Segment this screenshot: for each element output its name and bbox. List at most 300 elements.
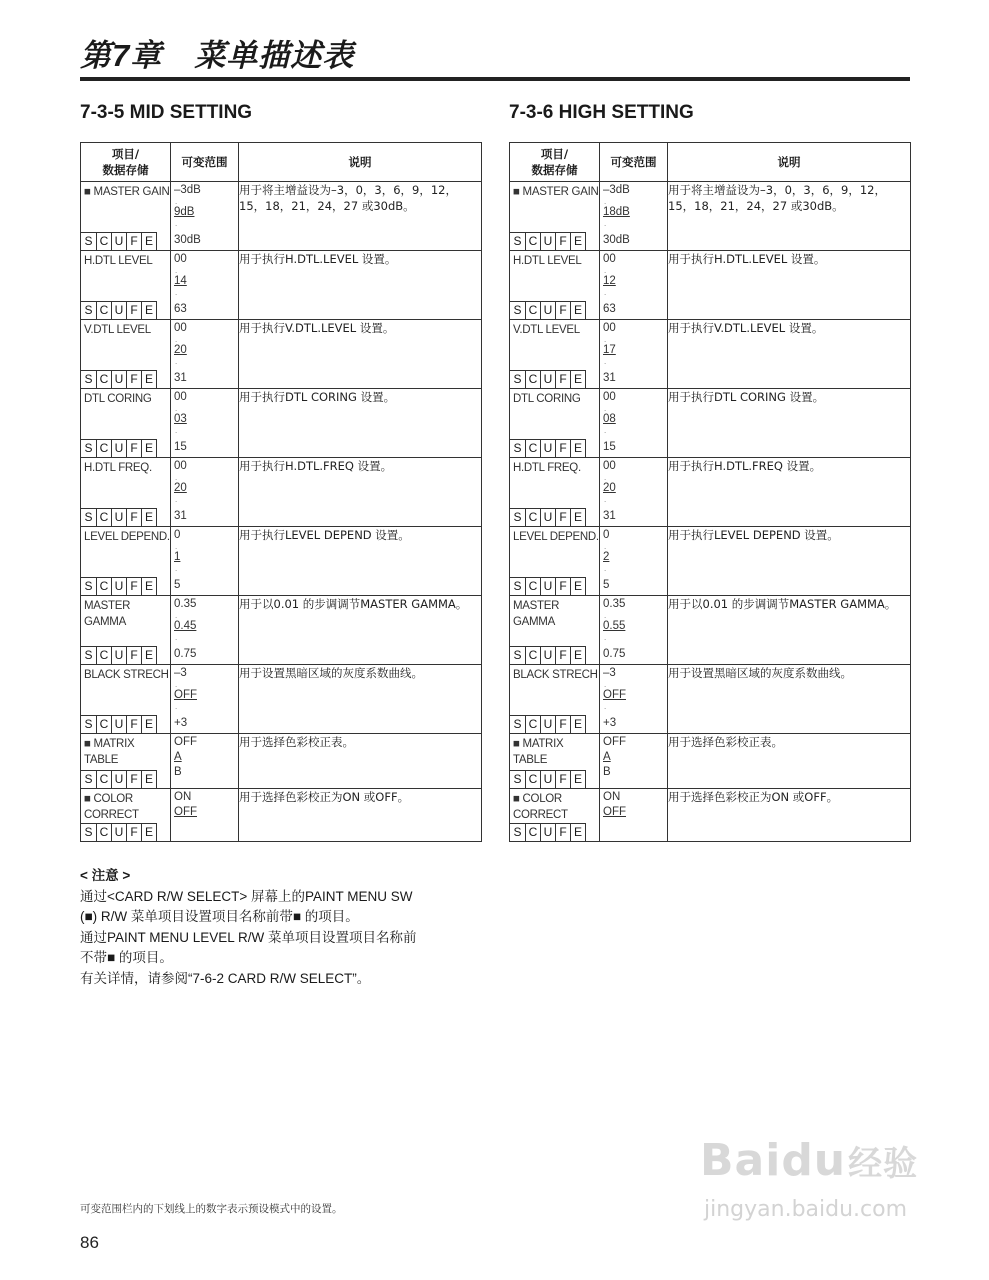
scufe-flags xyxy=(81,770,157,788)
scufe-flag: E xyxy=(571,232,586,250)
table-row xyxy=(81,596,482,665)
item-name: H.DTL FREQ. xyxy=(84,462,152,474)
range-min: 00 xyxy=(174,391,187,403)
range-max: 15 xyxy=(174,441,187,453)
scufe-flag: C xyxy=(97,301,112,319)
range-default: 0.45 xyxy=(174,620,197,632)
range-max: 30dB xyxy=(174,234,201,246)
scufe-flag: C xyxy=(526,439,541,457)
scufe-flag: U xyxy=(541,370,556,388)
scufe-flag: U xyxy=(541,715,556,733)
item-name: DTL CORING xyxy=(513,393,581,405)
range-max: 63 xyxy=(174,303,187,315)
range-default: OFF xyxy=(603,806,626,818)
scufe-flag: U xyxy=(541,232,556,250)
range-dots: · xyxy=(604,429,607,437)
description: 用于选择色彩校正为ON 或OFF。 xyxy=(239,789,482,842)
range-min: 0.35 xyxy=(603,598,626,610)
range-min: 00 xyxy=(174,253,187,265)
table-row xyxy=(510,182,911,251)
range-max: 31 xyxy=(603,510,616,522)
item-cell xyxy=(510,596,600,665)
scufe-flag: F xyxy=(127,770,142,788)
scufe-flag: C xyxy=(97,508,112,526)
table-row xyxy=(81,320,482,389)
range-max: 5 xyxy=(174,579,181,591)
description: 用于执行H.DTL.FREQ 设置。 xyxy=(668,458,911,527)
scufe-flag: U xyxy=(541,439,556,457)
scufe-flags xyxy=(510,823,586,841)
range-cell xyxy=(600,665,668,734)
range-cell xyxy=(600,389,668,458)
description: 用于执行V.DTL.LEVEL 设置。 xyxy=(668,320,911,389)
table-row xyxy=(81,734,482,789)
notes-line: 通过PAINT MENU LEVEL R/W 菜单项目设置项目名称前 xyxy=(80,929,417,945)
scufe-flag: C xyxy=(97,232,112,250)
header-description: 说明 xyxy=(668,143,911,182)
range-dots: · xyxy=(604,636,607,644)
description: 用于选择色彩校正表。 xyxy=(239,734,482,789)
range-dots: · xyxy=(604,269,607,277)
scufe-flag: F xyxy=(556,770,571,788)
scufe-flag: F xyxy=(556,370,571,388)
scufe-flag: S xyxy=(510,370,526,388)
scufe-flag: S xyxy=(510,301,526,319)
item-name: LEVEL DEPEND. xyxy=(513,531,599,543)
menu-table xyxy=(80,142,482,842)
description: 用于以0.01 的步调调节MASTER GAMMA。 xyxy=(668,596,911,665)
scufe-flag: F xyxy=(556,508,571,526)
scufe-flags xyxy=(81,232,157,250)
description: 用于以0.01 的步调调节MASTER GAMMA。 xyxy=(239,596,482,665)
scufe-flag: F xyxy=(556,577,571,595)
scufe-flag: U xyxy=(541,823,556,841)
scufe-flag: F xyxy=(127,370,142,388)
scufe-flag: C xyxy=(526,823,541,841)
range-cell xyxy=(171,596,239,665)
item-name: ■ MATRIX TABLE xyxy=(84,738,135,766)
header-description: 说明 xyxy=(239,143,482,182)
scufe-flag: E xyxy=(142,646,157,664)
scufe-flag: E xyxy=(571,715,586,733)
item-cell xyxy=(81,182,171,251)
watermark-logo: Baidu经验 xyxy=(700,1135,919,1186)
scufe-flag: S xyxy=(81,370,97,388)
scufe-flag: C xyxy=(97,770,112,788)
header-item xyxy=(510,143,600,182)
scufe-flag: E xyxy=(571,646,586,664)
table-row xyxy=(81,458,482,527)
description: 用于执行DTL CORING 设置。 xyxy=(239,389,482,458)
range-min: –3dB xyxy=(174,184,201,196)
scufe-flag: F xyxy=(556,301,571,319)
scufe-flag: S xyxy=(510,439,526,457)
scufe-flag: S xyxy=(510,232,526,250)
scufe-flag: E xyxy=(571,370,586,388)
scufe-flag: C xyxy=(526,646,541,664)
range-min: 00 xyxy=(603,391,616,403)
scufe-flags xyxy=(81,646,157,664)
scufe-flag: E xyxy=(142,439,157,457)
description: 用于执行H.DTL.LEVEL 设置。 xyxy=(239,251,482,320)
scufe-flag: F xyxy=(127,508,142,526)
range-max: 31 xyxy=(174,372,187,384)
chapter-divider xyxy=(80,77,910,81)
item-cell xyxy=(81,389,171,458)
range-min: –3 xyxy=(603,667,616,679)
scufe-flag: E xyxy=(571,577,586,595)
scufe-flag: E xyxy=(142,577,157,595)
scufe-flag: F xyxy=(556,715,571,733)
range-dots: · xyxy=(175,360,178,368)
scufe-flag: U xyxy=(112,577,127,595)
range-default: 20 xyxy=(174,344,187,356)
notes-line: 有关详情，请参阅“7-6-2 CARD R/W SELECT”。 xyxy=(80,970,371,986)
description: 用于设置黑暗区域的灰度系数曲线。 xyxy=(668,665,911,734)
scufe-flag: S xyxy=(81,301,97,319)
scufe-flag: S xyxy=(81,439,97,457)
range-cell xyxy=(171,182,239,251)
range-dots: · xyxy=(604,683,607,691)
range-cell xyxy=(171,458,239,527)
range-dots: · xyxy=(604,498,607,506)
range-dots: · xyxy=(175,498,178,506)
range-dots: · xyxy=(604,407,607,415)
range-min: –3 xyxy=(174,667,187,679)
scufe-flag: C xyxy=(526,770,541,788)
scufe-flag: E xyxy=(571,770,586,788)
table-row xyxy=(510,665,911,734)
range-cell xyxy=(171,389,239,458)
range-dots: · xyxy=(175,269,178,277)
section-title: 7-3-6 HIGH SETTING xyxy=(509,102,694,123)
range-cell xyxy=(600,596,668,665)
item-name: ■ MASTER GAIN xyxy=(513,186,599,198)
scufe-flag: C xyxy=(97,646,112,664)
scufe-flag: U xyxy=(112,301,127,319)
scufe-flag: U xyxy=(112,715,127,733)
scufe-flag: S xyxy=(510,823,526,841)
scufe-flag: U xyxy=(112,439,127,457)
range-max: 31 xyxy=(174,510,187,522)
item-name: BLACK STRECH xyxy=(513,669,598,681)
item-cell xyxy=(81,320,171,389)
scufe-flag: S xyxy=(510,508,526,526)
range-cell xyxy=(600,458,668,527)
item-name: V.DTL LEVEL xyxy=(513,324,580,336)
description: 用于执行LEVEL DEPEND 设置。 xyxy=(668,527,911,596)
scufe-flag: S xyxy=(510,770,526,788)
footnote: 可变范围栏内的下划线上的数字表示预设模式中的设置。 xyxy=(80,1203,343,1215)
table-row xyxy=(510,789,911,842)
range-max: 30dB xyxy=(603,234,630,246)
range-dots: · xyxy=(604,360,607,368)
notes-heading: < 注意 > xyxy=(80,868,131,883)
baidu-jingyan-watermark xyxy=(700,1135,930,1245)
item-cell xyxy=(81,458,171,527)
range-min: 00 xyxy=(174,322,187,334)
range-dots: · xyxy=(175,476,178,484)
range-default: OFF xyxy=(174,806,197,818)
item-cell xyxy=(81,527,171,596)
scufe-flags xyxy=(81,439,157,457)
range-cell xyxy=(171,734,239,789)
scufe-flags xyxy=(510,577,586,595)
scufe-flag: U xyxy=(112,508,127,526)
range-min: 00 xyxy=(174,460,187,472)
item-cell xyxy=(510,251,600,320)
description: 用于执行H.DTL.FREQ 设置。 xyxy=(239,458,482,527)
scufe-flags xyxy=(81,715,157,733)
item-cell xyxy=(510,527,600,596)
range-default: OFF xyxy=(174,689,197,701)
scufe-flag: F xyxy=(556,439,571,457)
range-default: OFF xyxy=(603,689,626,701)
scufe-flags xyxy=(81,370,157,388)
range-dots: · xyxy=(604,567,607,575)
range-cell xyxy=(171,665,239,734)
scufe-flag: C xyxy=(97,577,112,595)
scufe-flag: F xyxy=(127,439,142,457)
scufe-flag: S xyxy=(81,646,97,664)
description: 用于选择色彩校正为ON 或OFF。 xyxy=(668,789,911,842)
item-cell xyxy=(81,789,171,842)
scufe-flag: U xyxy=(541,770,556,788)
header-item-label: 项目/ 数据存储 xyxy=(102,147,149,177)
scufe-flag: E xyxy=(142,508,157,526)
scufe-flags xyxy=(510,715,586,733)
description: 用于执行LEVEL DEPEND 设置。 xyxy=(239,527,482,596)
item-name: H.DTL LEVEL xyxy=(513,255,582,267)
range-dots: · xyxy=(175,567,178,575)
range-cell xyxy=(171,320,239,389)
table-row xyxy=(81,665,482,734)
range-default: 03 xyxy=(174,413,187,425)
range-min: 00 xyxy=(603,460,616,472)
scufe-flag: S xyxy=(81,770,97,788)
range-max: 31 xyxy=(603,372,616,384)
item-cell xyxy=(81,734,171,789)
scufe-flag: F xyxy=(556,646,571,664)
scufe-flag: S xyxy=(81,715,97,733)
scufe-flags xyxy=(510,508,586,526)
header-range: 可变范围 xyxy=(171,143,239,182)
range-dots: · xyxy=(175,545,178,553)
scufe-flag: E xyxy=(571,508,586,526)
item-cell xyxy=(510,182,600,251)
item-cell xyxy=(81,665,171,734)
range-dots: · xyxy=(175,338,178,346)
range-min: OFF xyxy=(603,736,626,748)
item-name: MASTER GAMMA xyxy=(513,600,560,628)
scufe-flag: S xyxy=(81,577,97,595)
range-max: B xyxy=(603,766,611,778)
scufe-flag: C xyxy=(97,370,112,388)
table-row xyxy=(510,596,911,665)
table-row xyxy=(81,182,482,251)
item-name: BLACK STRECH xyxy=(84,669,169,681)
scufe-flag: F xyxy=(127,646,142,664)
scufe-flag: F xyxy=(556,232,571,250)
scufe-flag: S xyxy=(81,508,97,526)
page-number: 86 xyxy=(80,1233,99,1252)
scufe-flag: E xyxy=(142,770,157,788)
item-name: V.DTL LEVEL xyxy=(84,324,151,336)
description: 用于选择色彩校正表。 xyxy=(668,734,911,789)
item-name: ■ MASTER GAIN xyxy=(84,186,170,198)
scufe-flag: S xyxy=(510,715,526,733)
item-name: H.DTL FREQ. xyxy=(513,462,581,474)
range-dots: · xyxy=(604,338,607,346)
scufe-flag: C xyxy=(97,439,112,457)
range-cell xyxy=(171,527,239,596)
range-default: 14 xyxy=(174,275,187,287)
header-item-label: 项目/ 数据存储 xyxy=(531,147,578,177)
header-range: 可变范围 xyxy=(600,143,668,182)
scufe-flag: E xyxy=(142,715,157,733)
scufe-flags xyxy=(81,577,157,595)
scufe-flag: C xyxy=(97,715,112,733)
range-dots: · xyxy=(604,705,607,713)
range-min: 0 xyxy=(603,529,610,541)
description: 用于将主增益设为–3，0，3，6，9，12，15，18，21，24，27 或30dB。 xyxy=(668,182,911,251)
menu-table xyxy=(509,142,911,842)
scufe-flag: C xyxy=(526,370,541,388)
scufe-flags xyxy=(510,646,586,664)
range-default: A xyxy=(174,751,182,763)
range-default: 20 xyxy=(603,482,616,494)
scufe-flag: C xyxy=(526,715,541,733)
item-cell xyxy=(510,458,600,527)
scufe-flag: U xyxy=(112,232,127,250)
range-dots: · xyxy=(604,222,607,230)
range-min: 00 xyxy=(603,322,616,334)
notes-block xyxy=(80,866,490,989)
scufe-flag: E xyxy=(571,439,586,457)
scufe-flag: U xyxy=(541,577,556,595)
description: 用于将主增益设为–3，0，3，6，9，12，15，18，21，24，27 或30dB。 xyxy=(239,182,482,251)
range-cell xyxy=(171,789,239,842)
table-row xyxy=(510,458,911,527)
scufe-flags xyxy=(510,770,586,788)
section-title: 7-3-5 MID SETTING xyxy=(80,102,253,123)
range-dots: · xyxy=(175,429,178,437)
range-default: 12 xyxy=(603,275,616,287)
description: 用于执行DTL CORING 设置。 xyxy=(668,389,911,458)
scufe-flag: F xyxy=(127,577,142,595)
scufe-flag: U xyxy=(112,770,127,788)
scufe-flag: U xyxy=(541,508,556,526)
item-name: LEVEL DEPEND. xyxy=(84,531,170,543)
item-name: MASTER GAMMA xyxy=(84,600,131,628)
chapter-title: 第7章 菜单描述表 xyxy=(80,38,355,73)
item-name: DTL CORING xyxy=(84,393,152,405)
scufe-flag: U xyxy=(112,823,127,841)
scufe-flag: E xyxy=(571,823,586,841)
scufe-flag: E xyxy=(142,301,157,319)
scufe-flag: E xyxy=(142,232,157,250)
scufe-flag: F xyxy=(127,232,142,250)
item-cell xyxy=(510,389,600,458)
range-default: 08 xyxy=(603,413,616,425)
range-max: 15 xyxy=(603,441,616,453)
scufe-flags xyxy=(510,301,586,319)
range-cell xyxy=(171,251,239,320)
scufe-flag: C xyxy=(97,823,112,841)
range-max: +3 xyxy=(603,717,617,729)
table-row xyxy=(81,251,482,320)
range-min: ON xyxy=(174,791,192,803)
scufe-flag: F xyxy=(127,301,142,319)
item-cell xyxy=(510,320,600,389)
range-cell xyxy=(600,789,668,842)
range-dots: · xyxy=(175,291,178,299)
item-cell xyxy=(510,734,600,789)
range-max: B xyxy=(174,766,182,778)
range-min: ON xyxy=(603,791,621,803)
scufe-flags xyxy=(510,370,586,388)
item-cell xyxy=(81,596,171,665)
scufe-flag: F xyxy=(556,823,571,841)
range-max: 63 xyxy=(603,303,616,315)
scufe-flag: F xyxy=(127,715,142,733)
notes-line: 通过<CARD R/W SELECT> 屏幕上的PAINT MENU SW xyxy=(80,888,413,904)
table-row xyxy=(510,734,911,789)
range-dots: · xyxy=(175,222,178,230)
item-cell xyxy=(510,789,600,842)
range-dots: · xyxy=(604,545,607,553)
range-cell xyxy=(600,734,668,789)
range-default: A xyxy=(603,751,611,763)
description: 用于执行H.DTL.LEVEL 设置。 xyxy=(668,251,911,320)
item-name: ■ COLOR CORRECT xyxy=(513,793,568,821)
item-name: ■ MATRIX TABLE xyxy=(513,738,564,766)
notes-line: (■) R/W 菜单项目设置项目名称前带■ 的项目。 xyxy=(80,909,359,924)
scufe-flag: S xyxy=(510,577,526,595)
range-dots: · xyxy=(604,291,607,299)
range-default: 1 xyxy=(174,551,181,563)
scufe-flags xyxy=(81,301,157,319)
range-default: 0.55 xyxy=(603,620,626,632)
range-max: +3 xyxy=(174,717,188,729)
scufe-flags xyxy=(510,439,586,457)
item-name: H.DTL LEVEL xyxy=(84,255,153,267)
table-row xyxy=(81,789,482,842)
range-cell xyxy=(600,320,668,389)
range-default: 17 xyxy=(603,344,616,356)
range-default: 18dB xyxy=(603,206,630,218)
notes-line: 不带■ 的项目。 xyxy=(80,950,173,965)
range-dots: · xyxy=(604,476,607,484)
range-min: 00 xyxy=(603,253,616,265)
scufe-flags xyxy=(81,508,157,526)
table-row xyxy=(81,527,482,596)
watermark-url: jingyan.baidu.com xyxy=(704,1197,908,1222)
scufe-flags xyxy=(81,823,157,841)
section-high-setting xyxy=(509,100,910,842)
range-dots: · xyxy=(175,683,178,691)
range-dots: · xyxy=(604,614,607,622)
item-cell xyxy=(81,251,171,320)
scufe-flag: C xyxy=(526,301,541,319)
range-min: –3dB xyxy=(603,184,630,196)
range-max: 0.75 xyxy=(174,648,197,660)
scufe-flag: C xyxy=(526,577,541,595)
table-row xyxy=(81,389,482,458)
range-cell xyxy=(600,182,668,251)
description: 用于设置黑暗区域的灰度系数曲线。 xyxy=(239,665,482,734)
scufe-flag: E xyxy=(142,370,157,388)
